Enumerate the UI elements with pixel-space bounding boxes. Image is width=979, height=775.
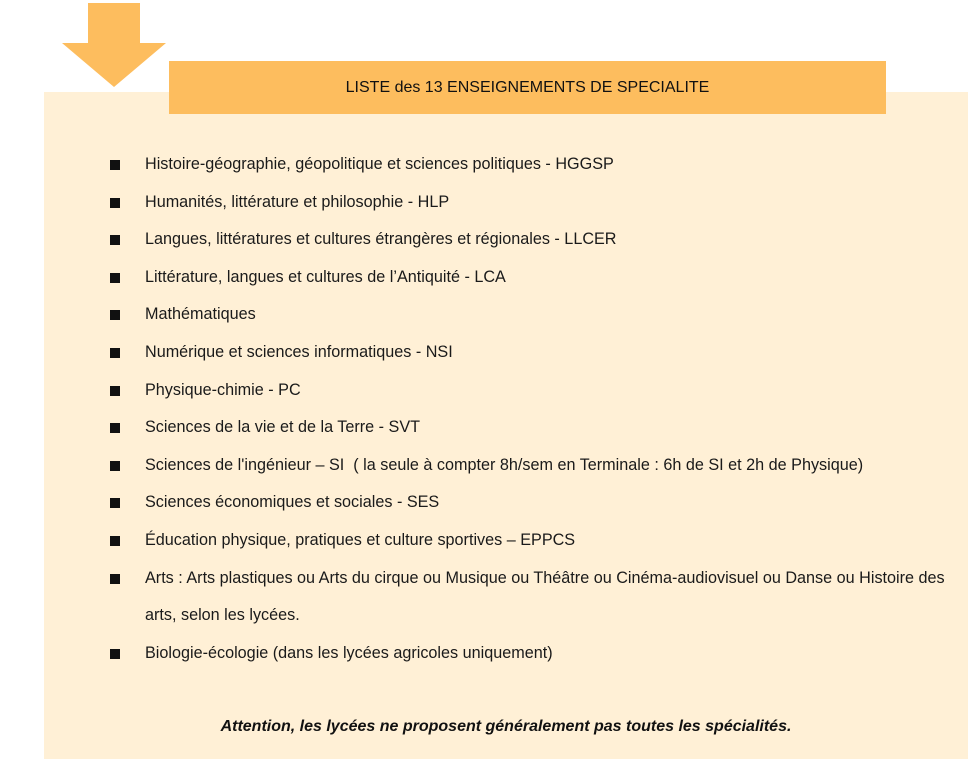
list-item-label: Physique-chimie - PC bbox=[145, 380, 301, 399]
list-item-label: Arts : Arts plastiques ou Arts du cirque ou Musique ou Théâtre ou Cinéma-audiovisuel ou Danse ou Histoire des arts, selon les lycées. bbox=[145, 568, 950, 625]
square-bullet-icon bbox=[110, 386, 120, 396]
list-item-label: Sciences économiques et sociales - SES bbox=[145, 493, 440, 512]
list-item bbox=[107, 259, 967, 297]
page-title: LISTE des 13 ENSEIGNEMENTS DE SPECIALITE bbox=[345, 78, 710, 96]
square-bullet-icon bbox=[110, 310, 120, 320]
square-bullet-icon bbox=[110, 536, 120, 546]
square-bullet-icon bbox=[110, 461, 120, 471]
list-item bbox=[107, 522, 967, 560]
list-item-label: Biologie-écologie (dans les lycées agricoles uniquement) bbox=[145, 643, 553, 662]
header-bar bbox=[169, 61, 886, 114]
list-item bbox=[107, 635, 967, 673]
square-bullet-icon bbox=[110, 649, 120, 659]
square-bullet-icon bbox=[110, 498, 120, 508]
down-arrow-shape bbox=[62, 3, 166, 87]
square-bullet-icon bbox=[110, 348, 120, 358]
square-bullet-icon bbox=[110, 235, 120, 245]
list-item-label: Humanités, littérature et philosophie - HLP bbox=[145, 192, 450, 211]
list-item bbox=[107, 372, 967, 410]
footer-note: Attention, les lycées ne proposent généralement pas toutes les spécialités. bbox=[220, 718, 792, 735]
list-item bbox=[107, 409, 967, 447]
down-arrow-icon bbox=[62, 3, 166, 87]
list-item bbox=[107, 484, 967, 522]
list-item bbox=[107, 560, 967, 635]
square-bullet-icon bbox=[110, 160, 120, 170]
list-item bbox=[107, 334, 967, 372]
list-item-label: Mathématiques bbox=[145, 305, 256, 324]
list-item bbox=[107, 184, 967, 222]
list-item-label: Numérique et sciences informatiques - NSI bbox=[145, 342, 453, 361]
list-item-label: Sciences de l'ingénieur – SI ( la seule à compter 8h/sem en Terminale : 6h de SI et 2h de Physique) bbox=[145, 455, 864, 474]
list-item bbox=[107, 221, 967, 259]
list-item-label: Sciences de la vie et de la Terre - SVT bbox=[145, 418, 421, 437]
list-item-label: Littérature, langues et cultures de l’Antiquité - LCA bbox=[145, 267, 506, 286]
square-bullet-icon bbox=[110, 198, 120, 208]
specialty-list bbox=[107, 146, 967, 672]
list-item bbox=[107, 296, 967, 334]
list-item-label: Éducation physique, pratiques et culture sportives – EPPCS bbox=[145, 530, 576, 549]
square-bullet-icon bbox=[110, 574, 120, 584]
list-item bbox=[107, 447, 967, 485]
list-item bbox=[107, 146, 967, 184]
list-item-label: Histoire-géographie, géopolitique et sciences politiques - HGGSP bbox=[145, 155, 614, 173]
list-item-label: Langues, littératures et cultures étrangères et régionales - LLCER bbox=[145, 230, 617, 249]
square-bullet-icon bbox=[110, 273, 120, 283]
square-bullet-icon bbox=[110, 423, 120, 433]
